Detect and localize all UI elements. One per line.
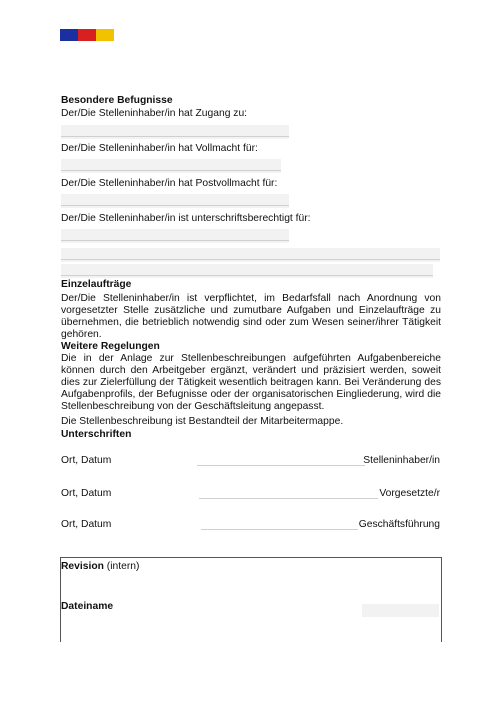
unterschrift-field-2[interactable] xyxy=(61,248,440,262)
mitarbeitermappe-note: Die Stellenbeschreibung ist Bestandteil der Mitarbeitermappe. xyxy=(61,416,344,427)
regelungen-text: Die in der Anlage zur Stellenbeschreibungen aufgeführten Aufgabenbereiche können durch den Arbeitgeber ergänzt, verändert und präzisiert werden, soweit dies zur Zielerfüllung der Tätigkeit wesentlich beitragen kann. Bei Veränderung des Aufgabenprofils, der Befugnisse oder der organisatorischen Eingliederung, wird die Stellenbeschreibung von der Geschäftsleitung angepasst. xyxy=(61,353,441,412)
befugnisse-heading: Besondere Befugnisse xyxy=(61,95,173,106)
logo-blue-block xyxy=(60,29,78,41)
company-logo xyxy=(60,29,114,41)
postvollmacht-field[interactable] xyxy=(61,194,289,208)
postvollmacht-label: Der/Die Stelleninhaber/in hat Postvollmacht für: xyxy=(61,178,278,189)
revision-label xyxy=(61,561,139,573)
zugang-label: Der/Die Stelleninhaber/in hat Zugang zu: xyxy=(61,108,248,119)
unterschrift-field-1[interactable] xyxy=(61,229,289,243)
signature-role: Stelleninhaber/in xyxy=(363,455,440,466)
regelungen-heading: Weitere Regelungen xyxy=(61,341,160,352)
signature-place-date: Ort, Datum xyxy=(61,455,112,466)
unterschrift-label: Der/Die Stelleninhaber/in ist unterschriftsberechtigt für: xyxy=(61,213,311,224)
signature-role: Vorgesetzte/r xyxy=(379,488,440,499)
einzelauftraege-text: Der/Die Stelleninhaber/in ist verpflichtet, im Bedarfsfall nach Anordnung von vorgesetzter Stelle zusätzliche und zumutbare Aufgaben und Einzelaufträge zu übernehmen, die betrieblich notwendig sind oder zum Wesen seiner/ihrer Tätigkeit gehören. xyxy=(61,293,441,340)
revision-title: Revision xyxy=(61,561,104,572)
signature-role: Geschäftsführung xyxy=(358,519,440,530)
signature-place-date: Ort, Datum xyxy=(61,519,112,530)
signature-place-date: Ort, Datum xyxy=(61,488,112,499)
revision-suffix: (intern) xyxy=(106,561,140,572)
unterschriften-heading: Unterschriften xyxy=(61,429,132,440)
zugang-field[interactable] xyxy=(61,125,289,139)
dateiname-field[interactable] xyxy=(362,604,439,617)
unterschrift-field-3[interactable] xyxy=(61,264,433,278)
vollmacht-label: Der/Die Stelleninhaber/in hat Vollmacht für: xyxy=(61,143,258,154)
einzelauftraege-heading: Einzelaufträge xyxy=(61,279,132,290)
logo-red-block xyxy=(78,29,96,41)
logo-yellow-block xyxy=(96,29,114,41)
dateiname-label: Dateiname xyxy=(61,601,114,612)
vollmacht-field[interactable] xyxy=(61,159,281,173)
